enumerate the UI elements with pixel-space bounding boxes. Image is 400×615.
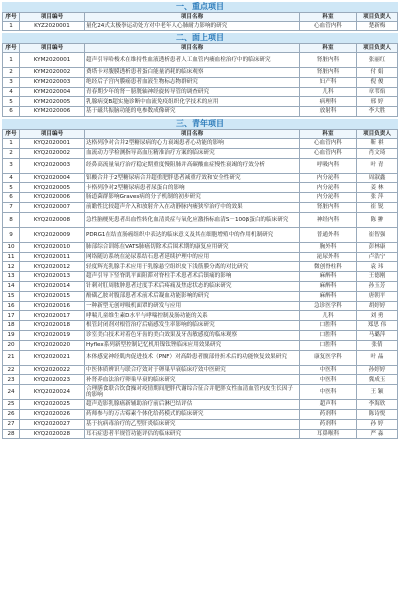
cell-name: 耳石症患者半规管功能评估的临床研究: [85, 429, 300, 439]
cell-code: KYZ2020001: [20, 22, 85, 31]
table-row: [3, 330, 398, 340]
cell-code: KYQ2020015: [20, 291, 85, 301]
table-row: [3, 350, 398, 365]
cell-no: 2: [3, 68, 20, 78]
cell-lead: 张丽红: [357, 53, 398, 68]
table-row: [3, 252, 398, 262]
cell-dept: 药剂科: [300, 419, 357, 429]
cell-name: 乳腺病变B超实施诊断中血流免疫组织化学技术的应用: [85, 97, 300, 107]
cell-no: 15: [3, 291, 20, 301]
cell-dept: 肾脏内科: [300, 202, 357, 212]
cell-no: 14: [3, 281, 20, 291]
cell-code: KYQ2020016: [20, 301, 85, 311]
cell-lead: 张 萍: [357, 193, 398, 203]
cell-dept: 心血管内科: [300, 138, 357, 148]
cell-dept: 麻醉科: [300, 291, 357, 301]
cell-lead: 崔智强: [357, 227, 398, 242]
project-table: [2, 12, 398, 31]
cell-no: 27: [3, 419, 20, 429]
cell-no: 5: [3, 97, 20, 107]
cell-dept: 心血管内科: [300, 22, 357, 31]
project-table: [2, 129, 398, 439]
table-row: [3, 291, 398, 301]
header-dept: 科室: [300, 129, 357, 138]
cell-lead: 胡婷婷: [357, 301, 398, 311]
header-dept: 科室: [300, 13, 357, 22]
cell-dept: 口腔科: [300, 330, 357, 340]
cell-name: 药师参与的万古霉素个体化给药模式的临床研究: [85, 409, 300, 419]
cell-name: 肠道菌群影响Graves病的分子机制的初步研究: [85, 193, 300, 203]
cell-lead: 邢 婷: [357, 97, 398, 107]
cell-code: KYQ2020026: [20, 409, 85, 419]
cell-dept: 微创脊柱科: [300, 262, 357, 272]
cell-no: 4: [3, 87, 20, 97]
cell-name: 急性脑梗死患者出血性转化血清炎症与氧化应激指标血清S－100β蛋白的临床研究: [85, 212, 300, 227]
cell-lead: 陈 翀: [357, 212, 398, 227]
cell-lead: 王 颖: [357, 385, 398, 400]
table-row: [3, 53, 398, 68]
cell-name: 卡格列净对2型糖尿病患者尿蛋白的影响: [85, 183, 300, 193]
cell-code: KYQ2020012: [20, 262, 85, 272]
table-row: [3, 227, 398, 242]
table-row: [3, 242, 398, 252]
cell-code: KYQ2020022: [20, 365, 85, 375]
cell-name: 费塔卡对腹膜透析患者蛋白能量消耗的临床观察: [85, 68, 300, 78]
cell-dept: 口腔科: [300, 321, 357, 331]
header-no: 序号: [3, 44, 20, 53]
table-row: [3, 173, 398, 183]
cell-dept: 放射科: [300, 107, 357, 117]
cell-name: 网络随访系统在泌尿系结石患者延续护理中的应用: [85, 252, 300, 262]
cell-code: KYQ2020028: [20, 429, 85, 439]
cell-lead: 冀成玉: [357, 375, 398, 385]
cell-lead: 王德刚: [357, 272, 398, 282]
cell-name: 补肾养血法治疗卵巢早衰的临床研究: [85, 375, 300, 385]
table-row: [3, 429, 398, 439]
cell-lead: 倪 俊: [357, 77, 398, 87]
cell-lead: 孙 婷: [357, 419, 398, 429]
table-row: [3, 365, 398, 375]
cell-no: 3: [3, 158, 20, 173]
table-row: [3, 77, 398, 87]
cell-no: 8: [3, 212, 20, 227]
cell-code: KYQ2020010: [20, 242, 85, 252]
cell-name: 本体感觉神经肌肉促进技术（PNF）对高龄患者髋部骨折术后的功能恢复效果研究: [85, 350, 300, 365]
cell-dept: 肾脏内科: [300, 68, 357, 78]
section-title: 二、面上项目: [2, 33, 398, 43]
cell-name: 针刺对肛周脓肿患者过度手术后疼痛及焦虑状态的临床研究: [85, 281, 300, 291]
cell-lead: 彭林康: [357, 242, 398, 252]
cell-name: 诊室美白技术对着色牙齿的美白效果及牙齿敏感度的临床观察: [85, 330, 300, 340]
table-row: [3, 419, 398, 429]
cell-no: 26: [3, 409, 20, 419]
cell-code: KYQ2020011: [20, 252, 85, 262]
cell-no: 6: [3, 107, 20, 117]
table-row: [3, 158, 398, 173]
cell-lead: 马璐萍: [357, 330, 398, 340]
cell-dept: 胸外科: [300, 242, 357, 252]
cell-dept: 麻醉科: [300, 272, 357, 282]
table-row: [3, 321, 398, 331]
cell-dept: 口腔科: [300, 340, 357, 350]
cell-no: 1: [3, 138, 20, 148]
table-row: [3, 212, 398, 227]
cell-no: 5: [3, 183, 20, 193]
cell-code: KYQ2020002: [20, 148, 85, 158]
cell-lead: 李海欣: [357, 400, 398, 410]
cell-dept: 内分泌科: [300, 183, 357, 193]
cell-lead: 李大胜: [357, 107, 398, 117]
cell-name: 根管封闭剂对根管治疗后痛感发生率影响的临床研究: [85, 321, 300, 331]
cell-name: 基于抗病毒治疗的乙型肝炎临床研究: [85, 419, 300, 429]
cell-code: KYQ2020019: [20, 330, 85, 340]
cell-no: 20: [3, 340, 20, 350]
cell-no: 10: [3, 242, 20, 252]
header-code: 项目编号: [20, 44, 85, 53]
cell-no: 12: [3, 262, 20, 272]
cell-name: 中医体质辨识与联合疗效对于卵巢早衰临床疗效中医研究: [85, 365, 300, 375]
table-row: [3, 97, 398, 107]
section-title: 一、重点项目: [2, 2, 398, 12]
cell-dept: 药剂科: [300, 409, 357, 419]
header-lead: 项目负责人: [357, 129, 398, 138]
cell-name: 血流动力学检测指导高血压精准治疗方案的临床研究: [85, 148, 300, 158]
table-row: [3, 22, 398, 31]
cell-name: 前瞻性比较超声介入和放射介入在动静脉内瘘狭窄治疗中的效果: [85, 202, 300, 212]
cell-code: KYM2020001: [20, 53, 85, 68]
cell-no: 25: [3, 400, 20, 410]
cell-code: KYQ2020024: [20, 385, 85, 400]
cell-dept: 儿科: [300, 87, 357, 97]
cell-dept: 呼吸内科: [300, 158, 357, 173]
cell-no: 1: [3, 53, 20, 68]
cell-code: KYQ2020001: [20, 138, 85, 148]
cell-name: 哮喘儿童维生素D水平与哮喘控制及肠功能的关系: [85, 311, 300, 321]
cell-lead: 姜 林: [357, 183, 398, 193]
cell-code: KYM2020004: [20, 87, 85, 97]
cell-no: 1: [3, 22, 20, 31]
header-no: 序号: [3, 13, 20, 22]
cell-no: 3: [3, 77, 20, 87]
project-list-page: [2, 2, 398, 439]
cell-dept: 内分泌科: [300, 173, 357, 183]
cell-no: 28: [3, 429, 20, 439]
cell-name: 一种新型无创呼吸机面罩的研发与应用: [85, 301, 300, 311]
cell-lead: 章苇焰: [357, 87, 398, 97]
cell-lead: 孙玉芳: [357, 281, 398, 291]
cell-no: 23: [3, 375, 20, 385]
cell-dept: 普通外科: [300, 227, 357, 242]
cell-dept: 儿科: [300, 311, 357, 321]
header-name: 项目名称: [85, 13, 300, 22]
cell-name: Hyflex系列新型控制记忆机用镍钛锉临床应用效果研究: [85, 340, 300, 350]
header-name: 项目名称: [85, 129, 300, 138]
cell-code: KYQ2020021: [20, 350, 85, 365]
table-row: [3, 87, 398, 97]
header-lead: 项目负责人: [357, 13, 398, 22]
cell-name: 超声引导哈梭术在维持性血液透析患者人工血管内瘘血栓治疗中的临床研究: [85, 53, 300, 68]
cell-name: 量化24式太极拳运动处方对中老年人心肺耐力影响的研究: [85, 22, 300, 31]
cell-lead: 郑思 伟: [357, 321, 398, 331]
table-row: [3, 138, 398, 148]
cell-name: 合理膳食联合饮食操对疫情期间肥胖代谢综合征合并肥胖女性血清血管内皮生长因子的影响: [85, 385, 300, 400]
cell-lead: 肖文琦: [357, 148, 398, 158]
cell-dept: 内分泌科: [300, 193, 357, 203]
table-row: [3, 301, 398, 311]
cell-code: KYQ2020027: [20, 419, 85, 429]
cell-code: KYQ2020007: [20, 202, 85, 212]
table-header-row: [3, 13, 398, 22]
cell-lead: 孙婷婷: [357, 365, 398, 375]
cell-dept: 肾脏内科: [300, 53, 357, 68]
cell-name: 达格列净对合并2型糖尿病的心力衰竭患者心功能的影响: [85, 138, 300, 148]
cell-dept: 急诊医学科: [300, 301, 357, 311]
cell-dept: 耳鼻喉科: [300, 429, 357, 439]
section-title: 三、青年项目: [2, 119, 398, 129]
cell-dept: 超声科: [300, 400, 357, 410]
table-header-row: [3, 44, 398, 53]
cell-code: KYQ2020025: [20, 400, 85, 410]
cell-code: KYQ2020018: [20, 321, 85, 331]
cell-lead: 严 淼: [357, 429, 398, 439]
cell-name: 超声引导下竖脊肌平面阻滞对脊柱手术患者术后镇痛的影响: [85, 272, 300, 282]
table-row: [3, 272, 398, 282]
cell-code: KYQ2020006: [20, 193, 85, 203]
cell-dept: 神经内科: [300, 212, 357, 227]
cell-no: 6: [3, 193, 20, 203]
cell-code: KYM2020003: [20, 77, 85, 87]
cell-lead: 崔 锐: [357, 202, 398, 212]
table-row: [3, 375, 398, 385]
cell-name: 酚磺乙胺对腹部患者术前术后凝血功能影响的研究: [85, 291, 300, 301]
cell-name: 超声造影乳腺癌新辅助治疗前后淋巴结评估: [85, 400, 300, 410]
table-row: [3, 385, 398, 400]
cell-name: 铝酸合并于2型糖尿病合并超重肥胖患者减重疗效和安全性研究: [85, 173, 300, 183]
cell-lead: 袁 玮: [357, 262, 398, 272]
cell-name: 基于磁共振脑功能的电参数成像研究: [85, 107, 300, 117]
cell-no: 21: [3, 350, 20, 365]
cell-lead: 付 娟: [357, 68, 398, 78]
header-no: 序号: [3, 129, 20, 138]
cell-lead: 陈诗悦: [357, 409, 398, 419]
table-row: [3, 409, 398, 419]
cell-dept: 中医科: [300, 385, 357, 400]
cell-no: 11: [3, 252, 20, 262]
cell-name: 肺部综合训练在VATS肺癌切除术后围术期的康复应用研究: [85, 242, 300, 252]
cell-name: 轻度辉光乳腺手术应用于乳腺悬空组织皮下浅筋膜分离的对比研究: [85, 262, 300, 272]
table-row: [3, 281, 398, 291]
table-row: [3, 183, 398, 193]
cell-no: 4: [3, 173, 20, 183]
header-name: 项目名称: [85, 44, 300, 53]
cell-no: 24: [3, 385, 20, 400]
table-row: [3, 340, 398, 350]
cell-code: KYQ2020013: [20, 272, 85, 282]
cell-code: KYQ2020004: [20, 173, 85, 183]
cell-name: PDRG1在结直肠癌组织中表达的临床意义及其在细胞增殖中的作用机制研究: [85, 227, 300, 242]
cell-lead: 卢浩宁: [357, 252, 398, 262]
table-row: [3, 262, 398, 272]
header-code: 项目编号: [20, 129, 85, 138]
cell-dept: 妇产科: [300, 77, 357, 87]
cell-lead: 靳 祺: [357, 138, 398, 148]
cell-code: KYQ2020005: [20, 183, 85, 193]
cell-no: 7: [3, 202, 20, 212]
cell-lead: 刘 勇: [357, 311, 398, 321]
cell-no: 13: [3, 272, 20, 282]
cell-dept: 康复医学科: [300, 350, 357, 365]
cell-name: 青春期少年的肾－膀胱轴神经旋转导管的调查研究: [85, 87, 300, 97]
table-header-row: [3, 129, 398, 138]
cell-lead: 叶 晶: [357, 350, 398, 365]
header-code: 项目编号: [20, 13, 85, 22]
cell-code: KYM2020006: [20, 107, 85, 117]
cell-dept: 中医科: [300, 365, 357, 375]
table-row: [3, 311, 398, 321]
cell-no: 9: [3, 227, 20, 242]
cell-name: 经鼻高流量氧疗治疗稳定期重度慢阻肺并高碳酸血症慢性衰竭的疗效分析: [85, 158, 300, 173]
header-dept: 科室: [300, 44, 357, 53]
header-lead: 项目负责人: [357, 44, 398, 53]
cell-lead: 张倩: [357, 340, 398, 350]
cell-code: KYQ2020014: [20, 281, 85, 291]
cell-no: 19: [3, 330, 20, 340]
cell-code: KYQ2020003: [20, 158, 85, 173]
cell-lead: 唐朝平: [357, 291, 398, 301]
cell-code: KYQ2020008: [20, 212, 85, 227]
cell-dept: 泌尿外科: [300, 252, 357, 262]
cell-code: KYQ2020017: [20, 311, 85, 321]
cell-no: 17: [3, 311, 20, 321]
table-row: [3, 148, 398, 158]
table-row: [3, 400, 398, 410]
cell-lead: 周淑鑫: [357, 173, 398, 183]
cell-dept: 中医科: [300, 375, 357, 385]
cell-name: 绝经后子宫内膜癌患者血液生物标志物群研究: [85, 77, 300, 87]
cell-dept: 心血管内科: [300, 148, 357, 158]
table-row: [3, 107, 398, 117]
cell-code: KYQ2020020: [20, 340, 85, 350]
project-table: [2, 43, 398, 117]
cell-lead: 楚新梅: [357, 22, 398, 31]
cell-no: 16: [3, 301, 20, 311]
table-row: [3, 68, 398, 78]
cell-code: KYQ2020023: [20, 375, 85, 385]
cell-code: KYM2020005: [20, 97, 85, 107]
cell-code: KYM2020002: [20, 68, 85, 78]
cell-dept: 病理科: [300, 97, 357, 107]
cell-lead: 叶 青: [357, 158, 398, 173]
cell-dept: 麻醉科: [300, 281, 357, 291]
table-row: [3, 202, 398, 212]
cell-code: KYQ2020009: [20, 227, 85, 242]
cell-no: 18: [3, 321, 20, 331]
cell-no: 22: [3, 365, 20, 375]
table-row: [3, 193, 398, 203]
cell-no: 2: [3, 148, 20, 158]
